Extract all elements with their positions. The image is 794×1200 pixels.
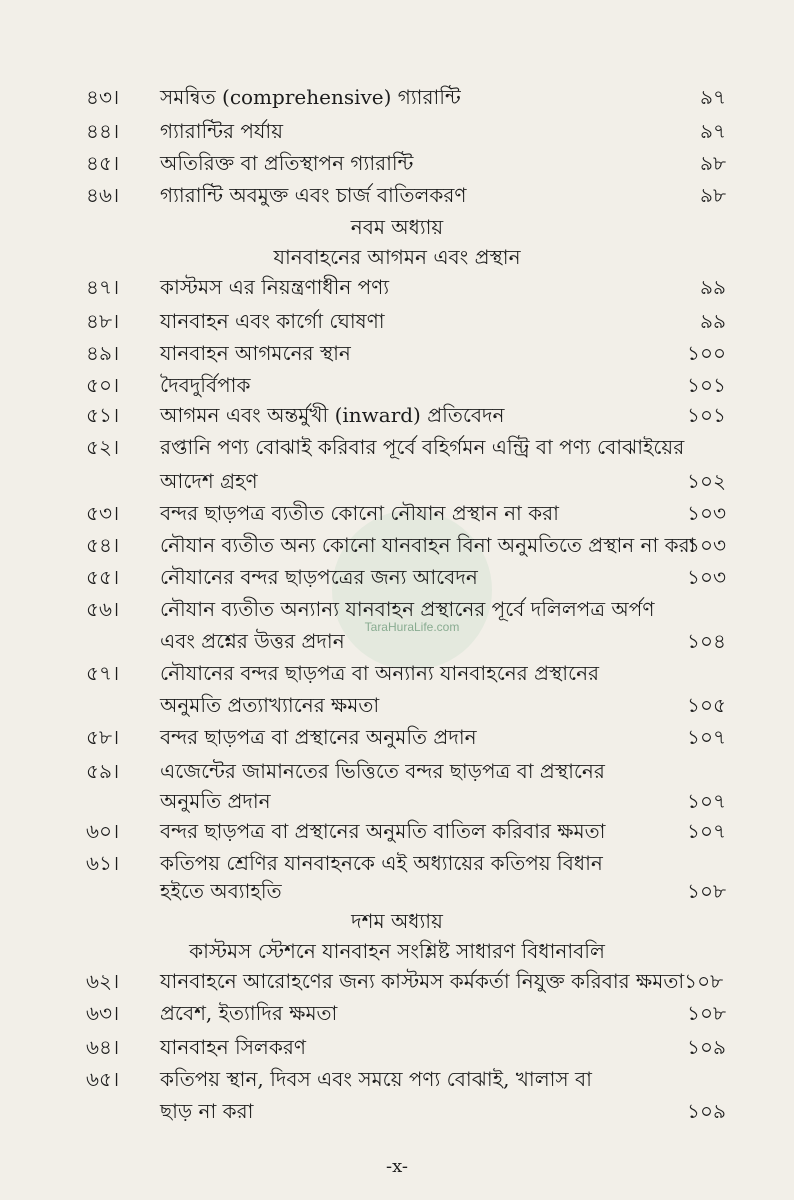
entry-title: আদেশ গ্রহণ xyxy=(160,469,258,493)
entry-page: ১০২ xyxy=(687,469,726,493)
entry-number: ৪৮। xyxy=(86,309,120,333)
watermark-text: TaraHuraLife.com xyxy=(364,620,460,634)
entry-title: যানবাহন সিলকরণ xyxy=(160,1035,306,1059)
entry-title: প্রবেশ, ইত্যাদির ক্ষমতা xyxy=(160,1001,338,1025)
entry-number: ৫১। xyxy=(86,403,120,427)
entry-page: ১০১ xyxy=(687,373,726,397)
entry-number: ৫২। xyxy=(86,435,120,459)
entry-title: এজেন্টের জামানতের ভিত্তিতে বন্দর ছাড়পত্র বা প্রস্থানের xyxy=(160,759,605,783)
entry-title: বন্দর ছাড়পত্র ব্যতীত কোনো নৌযান প্রস্থান না করা xyxy=(160,501,559,525)
entry-title: যানবাহন আগমনের স্থান xyxy=(160,341,351,365)
entry-title: ছাড় না করা xyxy=(160,1099,254,1123)
entry-number: ৬৪। xyxy=(86,1035,120,1059)
entry-number: ৪৭। xyxy=(86,275,120,299)
entry-title: নৌযানের বন্দর ছাড়পত্রের জন্য আবেদন xyxy=(160,565,478,589)
entry-page: ১০১ xyxy=(687,403,726,427)
entry-page: ১০৪ xyxy=(687,629,726,653)
entry-number: ৪৯। xyxy=(86,341,120,365)
entry-title: যানবাহনে আরোহণের জন্য কাস্টমস কর্মকর্তা নিযুক্ত করিবার ক্ষমতা১০৮ xyxy=(160,969,724,993)
entry-number: ৫৮। xyxy=(86,725,120,749)
entry-page: ৯৭ xyxy=(700,119,726,143)
entry-title: যানবাহন এবং কার্গো ঘোষণা xyxy=(160,309,385,333)
entry-number: ৬৫। xyxy=(86,1067,120,1091)
chapter-label: দশম অধ্যায় xyxy=(351,909,443,933)
entry-number: ৬৩। xyxy=(86,1001,120,1025)
entry-title: বন্দর ছাড়পত্র বা প্রস্থানের অনুমতি বাতিল করিবার ক্ষমতা xyxy=(160,819,606,843)
entry-number: ৪৩। xyxy=(86,85,120,109)
entry-number: ৪৪। xyxy=(86,119,120,143)
entry-page: ৯৭ xyxy=(700,85,726,109)
entry-number: ৬২। xyxy=(86,969,120,993)
entry-title: হইতে অব্যাহতি xyxy=(160,879,282,903)
entry-title: কতিপয় স্থান, দিবস এবং সময়ে পণ্য বোঝাই, খালাস বা xyxy=(160,1067,592,1091)
entry-title: অনুমতি প্রত্যাখ্যানের ক্ষমতা xyxy=(160,693,380,717)
entry-title: দৈবদুর্বিপাক xyxy=(160,373,251,397)
entry-page: ৯৯ xyxy=(700,275,726,299)
entry-number: ৫৬। xyxy=(86,597,120,621)
entry-number: ৪৫। xyxy=(86,151,120,175)
entry-title: কতিপয় শ্রেণির যানবাহনকে এই অধ্যায়ের কতিপয় বিধান xyxy=(160,851,603,875)
entry-number: ৫৯। xyxy=(86,759,120,783)
chapter-label: নবম অধ্যায় xyxy=(350,215,444,239)
entry-page: ৯৮ xyxy=(700,183,726,207)
entry-title: অনুমতি প্রদান xyxy=(160,789,271,813)
entry-page: ১০৫ xyxy=(687,693,726,717)
entry-title: রপ্তানি পণ্য বোঝাই করিবার পূর্বে বহির্গমন এন্ট্রি বা পণ্য বোঝাইয়ের xyxy=(160,435,685,459)
entry-page: ৯৯ xyxy=(700,309,726,333)
entry-title: অতিরিক্ত বা প্রতিস্থাপন গ্যারান্টি xyxy=(160,151,414,175)
chapter-title: যানবাহনের আগমন এবং প্রস্থান xyxy=(273,245,521,269)
entry-title: বন্দর ছাড়পত্র বা প্রস্থানের অনুমতি প্রদান xyxy=(160,725,477,749)
entry-title: গ্যারান্টির পর্যায় xyxy=(160,119,284,143)
entry-page: ৯৮ xyxy=(700,151,726,175)
entry-title: কাস্টমস এর নিয়ন্ত্রণাধীন পণ্য xyxy=(160,275,390,299)
entry-page: ১০৭ xyxy=(687,725,726,749)
entry-number: ৫৭। xyxy=(86,661,120,685)
entry-page: ১০৩ xyxy=(687,565,726,589)
entry-number: ৫০। xyxy=(86,373,120,397)
entry-number: ৫৫। xyxy=(86,565,120,589)
entry-number: ৫৩। xyxy=(86,501,120,525)
entry-number: ৪৬। xyxy=(86,183,120,207)
chapter-title: কাস্টমস স্টেশনে যানবাহন সংশ্লিষ্ট সাধারণ বিধানাবলি xyxy=(189,939,605,963)
entry-page: ১০৩ xyxy=(687,533,726,557)
entry-title: নৌযান ব্যতীত অন্য কোনো যানবাহন বিনা অনুমতিতে প্রস্থান না করা xyxy=(160,533,696,557)
entry-title: নৌযানের বন্দর ছাড়পত্র বা অন্যান্য যানবাহনের প্রস্থানের xyxy=(160,661,600,685)
entry-page: ১০৮ xyxy=(687,879,726,903)
entry-title: আগমন এবং অন্তর্মুখী (inward) প্রতিবেদন xyxy=(160,403,505,427)
entry-title: সমন্বিত (comprehensive) গ্যারান্টি xyxy=(160,85,461,109)
entry-page: ১০৯ xyxy=(687,1035,726,1059)
page-footer: -x- xyxy=(386,1156,408,1177)
entry-title: গ্যারান্টি অবমুক্ত এবং চার্জ বাতিলকরণ xyxy=(160,183,467,207)
entry-page: ১০৭ xyxy=(687,789,726,813)
entry-page: ১০০ xyxy=(687,341,726,365)
entry-number: ৬১। xyxy=(86,851,120,875)
entry-number: ৫৪। xyxy=(86,533,120,557)
entry-title: এবং প্রশ্নের উত্তর প্রদান xyxy=(160,629,345,653)
entry-title: নৌযান ব্যতীত অন্যান্য যানবাহন প্রস্থানের পূর্বে দলিলপত্র অর্পণ xyxy=(160,597,655,621)
entry-page: ১০৩ xyxy=(687,501,726,525)
entry-number: ৬০। xyxy=(86,819,120,843)
entry-page: ১০৮ xyxy=(687,1001,726,1025)
entry-page: ১০৯ xyxy=(687,1099,726,1123)
entry-page: ১০৭ xyxy=(687,819,726,843)
